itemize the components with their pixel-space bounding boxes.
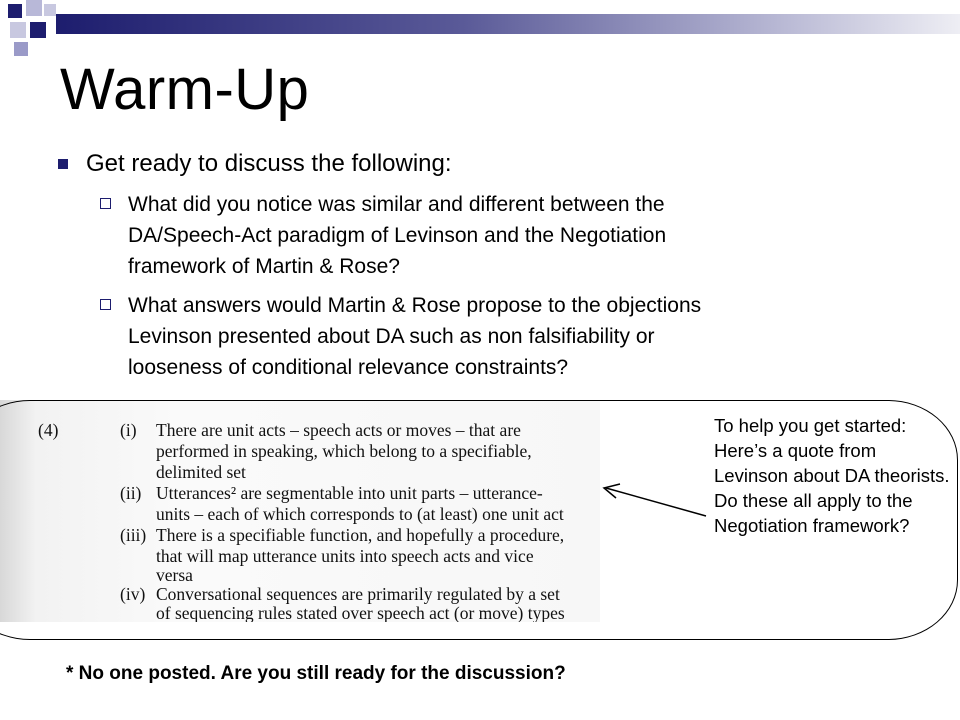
sub-bullet-line: Levinson presented about DA such as non falsifiability or <box>128 325 655 348</box>
item-numeral: (i) <box>120 420 137 440</box>
quote-number: (4) <box>38 420 59 440</box>
slide-title: Warm-Up <box>60 57 310 122</box>
quote-line: of sequencing rules stated over speech act (or move) types <box>156 603 565 622</box>
quote-line: Conversational sequences are primarily regulated by a set <box>156 584 560 604</box>
item-numeral: (iv) <box>120 584 146 604</box>
quote-line: units – each of which corresponds to (at least) one unit act <box>156 504 564 524</box>
quote-line: delimited set <box>156 462 246 482</box>
sub-bullet-line: framework of Martin & Rose? <box>128 255 400 278</box>
footer-note: * No one posted. Are you still ready for the discussion? <box>66 663 566 684</box>
quote-line: There are unit acts – speech acts or moves – that are <box>156 420 521 440</box>
sub-bullet-line: What answers would Martin & Rose propose to the objections <box>128 294 702 317</box>
main-bullet-text: Get ready to discuss the following: <box>86 150 452 177</box>
sub-bullet-line: DA/Speech-Act paradigm of Levinson and the Negotiation <box>128 224 667 247</box>
item-numeral: (ii) <box>120 483 142 503</box>
quote-line: performed in speaking, which belong to a specifiable, <box>156 441 532 461</box>
item-numeral: (iii) <box>120 525 147 545</box>
sub-bullet-line: looseness of conditional relevance constraints? <box>128 356 569 379</box>
side-note: To help you get started: Here’s a quote from Levinson about DA theorists. Do these all apply to the Negotiation framework? <box>714 415 950 536</box>
quote-line: versa <box>156 565 193 585</box>
quote-line: There is a specifiable function, and hopefully a procedure, <box>156 525 565 545</box>
quote-line: Utterances² are segmentable into unit parts – utterance- <box>156 483 543 503</box>
sub-bullet-line: What did you notice was similar and different between the <box>128 193 665 216</box>
quote-line: that will map utterance units into speech acts and vice <box>156 546 534 566</box>
